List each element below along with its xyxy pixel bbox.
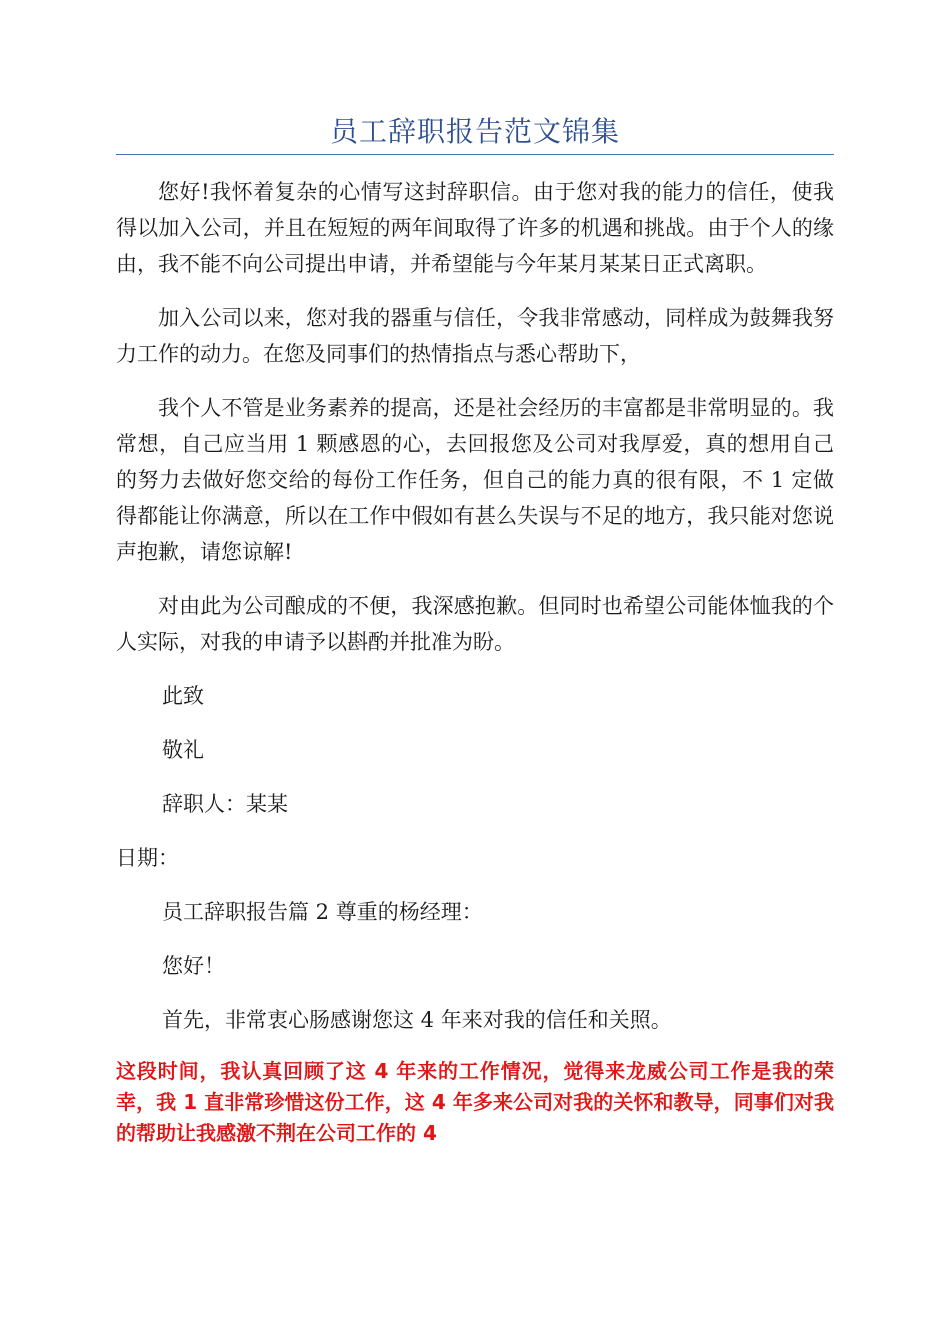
greeting-line: 您好！ [162,954,225,978]
paragraph-4: 对由此为公司酿成的不便，我深感抱歉。但同时也希望公司能体恤我的个人实际，对我的申请予以斟酌并批准为盼。 [116,594,834,654]
document-body [116,174,834,1167]
signature-line: 辞职人：某某 [162,792,288,816]
highlighted-paragraph: 这段时间，我认真回顾了这 4 年来的工作情况，觉得来龙威公司工作是我的荣幸，我 1 直非常珍惜这份工作，这 4 年多来公司对我的关怀和教导，同事们对我的帮助让我感激不荆在公司工作的 4 [116,1059,834,1145]
second-letter-heading: 员工辞职报告篇 2 尊重的杨经理： [162,900,483,924]
closing-salutation: 此致 [162,684,204,708]
thanks-line: 首先，非常衷心肠感谢您这 4 年来对我的信任和关照。 [162,1008,672,1032]
paragraph-3: 我个人不管是业务素养的提高，还是社会经历的丰富都是非常明显的。我常想，自己应当用 1 颗感恩的心，去回报您及公司对我厚爱，真的想用自己的努力去做好您交给的每份工作任务，但自己的能力真的很有限，不 1 定做得都能让你满意，所以在工作中假如有甚么失误与不足的地方，我只能对您说声抱歉，请您谅解! [116,396,834,564]
title-underline [116,154,834,155]
page-title: 员工辞职报告范文锦集 [329,115,620,148]
closing-regards: 敬礼 [162,738,204,762]
paragraph-2: 加入公司以来，您对我的器重与信任，令我非常感动，同样成为鼓舞我努力工作的动力。在您及同事们的热情指点与悉心帮助下， [116,306,834,366]
date-line: 日期： [116,846,179,870]
paragraph-1: 您好!我怀着复杂的心情写这封辞职信。由于您对我的能力的信任，使我得以加入公司，并且在短短的两年间取得了许多的机遇和挑战。由于个人的缘由，我不能不向公司提出申请，并希望能与今年某月某某日正式离职。 [116,180,834,276]
